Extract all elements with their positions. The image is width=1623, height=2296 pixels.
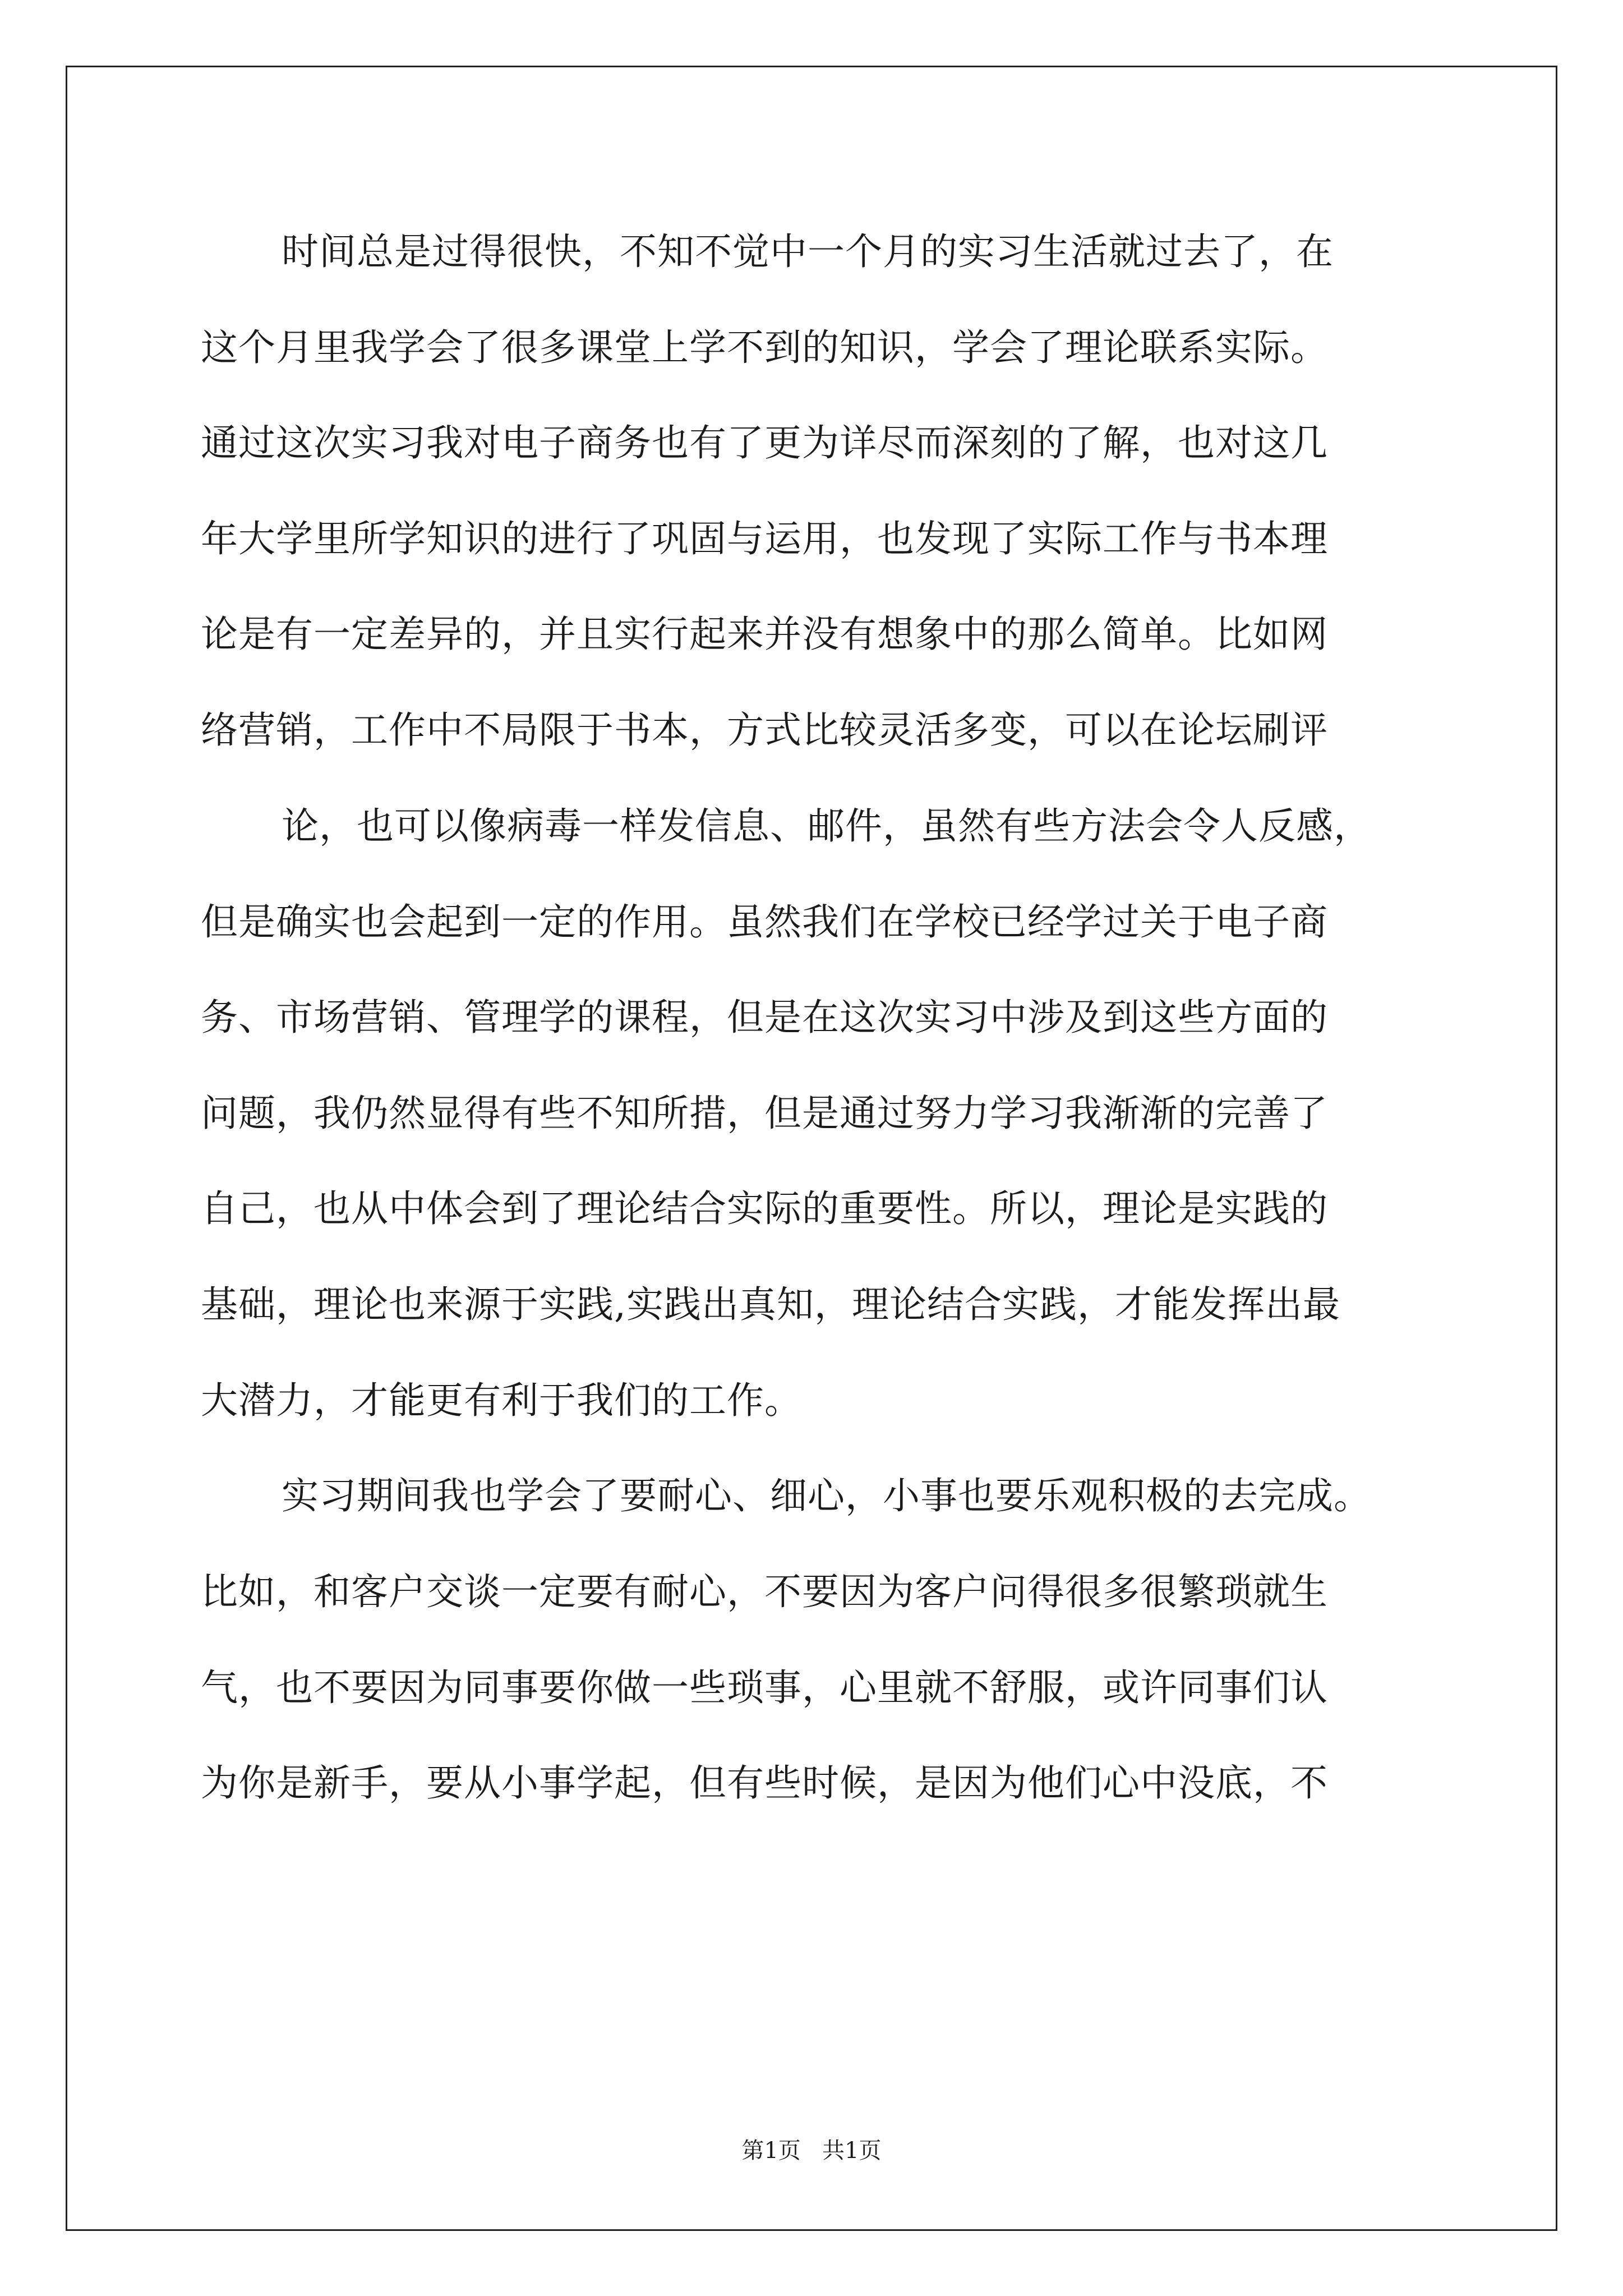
text-line: 基础，理论也来源于实践,实践出真知，理论结合实践，才能发挥出最: [201, 1283, 1340, 1326]
text-line: 论，也可以像病毒一样发信息、邮件，虽然有些方法会令人反感，: [282, 804, 1371, 848]
text-line: 气，也不要因为同事要你做一些琐事，心里就不舒服，或许同事们认: [201, 1666, 1328, 1709]
text-line: 络营销，工作中不局限于书本，方式比较灵活多变，可以在论坛刷评: [201, 708, 1328, 752]
text-line: 大潜力，才能更有利于我们的工作。: [201, 1379, 802, 1422]
text-line: 但是确实也会起到一定的作用。虽然我们在学校已经学过关于电子商: [201, 900, 1328, 944]
text-line: 问题，我仍然显得有些不知所措，但是通过努力学习我渐渐的完善了: [201, 1092, 1328, 1135]
text-line: 时间总是过得很快，不知不觉中一个月的实习生活就过去了，在: [282, 230, 1334, 273]
text-line: 实习期间我也学会了要耐心、细心，小事也要乐观积极的去完成。: [282, 1474, 1371, 1517]
text-line: 论是有一定差异的，并且实行起来并没有想象中的那么简单。比如网: [201, 613, 1328, 656]
text-line: 务、市场营销、管理学的课程，但是在这次实习中涉及到这些方面的: [201, 996, 1328, 1039]
text-line: 这个月里我学会了很多课堂上学不到的知识，学会了理论联系实际。: [201, 326, 1328, 369]
text-line: 自己，也从中体会到了理论结合实际的重要性。所以，理论是实践的: [201, 1187, 1328, 1230]
page-footer: 第1页 共1页: [741, 2138, 882, 2164]
page-frame: [66, 66, 1557, 2231]
text-line: 年大学里所学知识的进行了巩固与运用，也发现了实际工作与书本理: [201, 517, 1328, 560]
text-line: 为你是新手，要从小事学起，但有些时候，是因为他们心中没底，不: [201, 1761, 1328, 1805]
text-line: 通过这次实习我对电子商务也有了更为详尽而深刻的了解，也对这几: [201, 421, 1328, 464]
text-line: 比如，和客户交谈一定要有耐心，不要因为客户问得很多很繁琐就生: [201, 1570, 1328, 1613]
